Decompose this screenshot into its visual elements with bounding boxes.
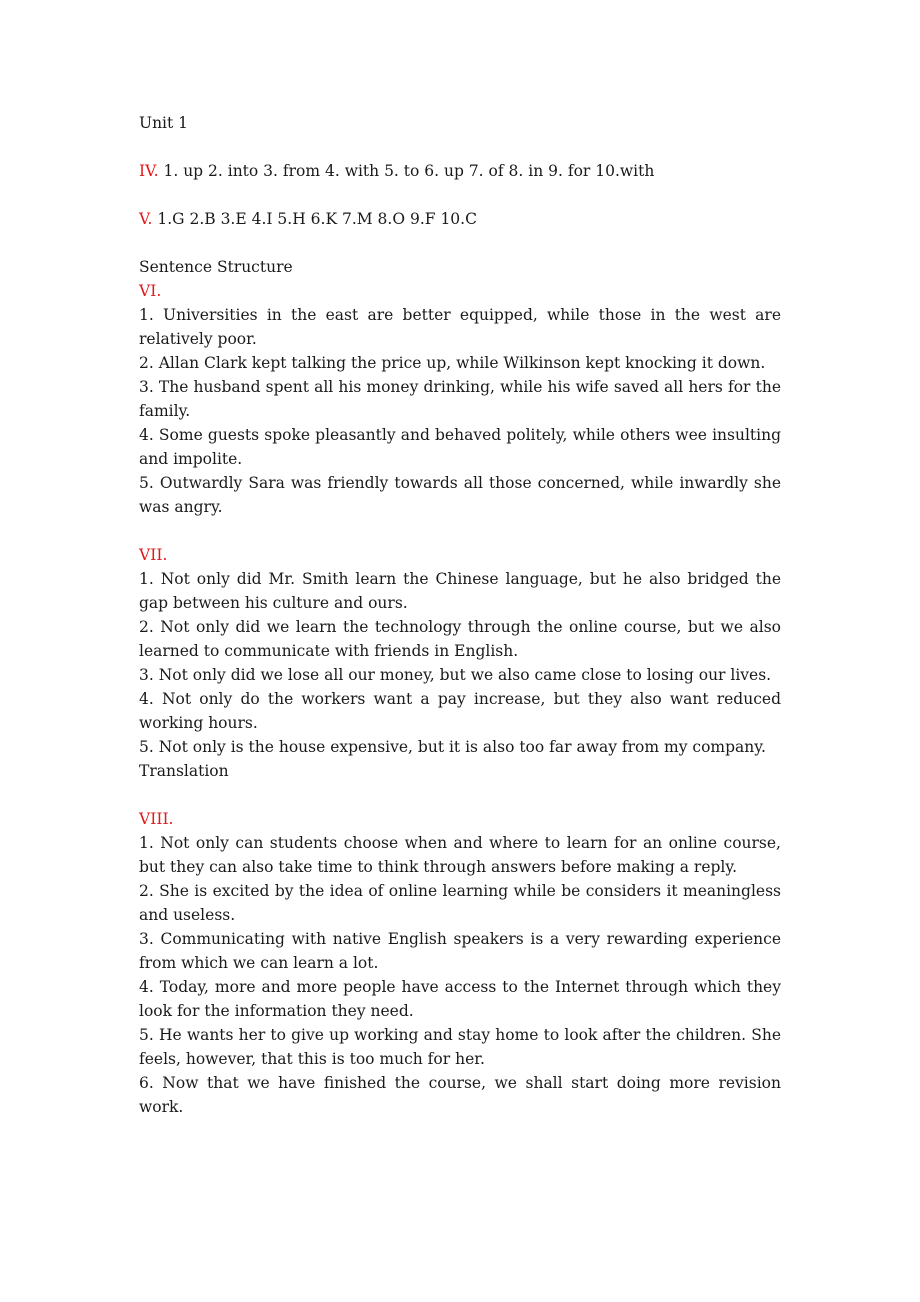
section-iv-label: IV. [139,162,159,180]
section-vii-item: 4. Not only do the workers want a pay increase, but they also want reduced working hours. [139,690,781,732]
section-v-label: V. [139,210,153,228]
section-vii-item: 5. Not only is the house expensive, but it is also too far away from my company. [139,738,766,756]
spacer [139,231,781,255]
section-vi-item: 3. The husband spent all his money drinking, while his wife saved all hers for the family. [139,378,781,420]
document-page [139,111,781,1119]
section-viii-item: 2. She is excited by the idea of online learning while be considers it meaningless and useless. [139,882,781,924]
section-vi-item: 1. Universities in the east are better equipped, while those in the west are relatively poor. [139,306,781,348]
section-vi-item: 2. Allan Clark kept talking the price up, while Wilkinson kept knocking it down. [139,354,766,372]
section-viii-item: 6. Now that we have finished the course, we shall start doing more revision work. [139,1074,781,1116]
section-vi-item: 4. Some guests spoke pleasantly and behaved politely, while others wee insulting and impolite. [139,426,781,468]
sentence-structure-heading: Sentence Structure [139,258,293,276]
spacer [139,183,781,207]
section-vi-item: 5. Outwardly Sara was friendly towards all those concerned, while inwardly she was angry. [139,474,781,516]
section-viii-item: 5. He wants her to give up working and stay home to look after the children. She feels, however, that this is too much for her. [139,1026,781,1068]
spacer [139,783,781,807]
section-viii-item: 1. Not only can students choose when and where to learn for an online course, but they can also take time to think through answers before making a reply. [139,834,781,876]
spacer [139,519,781,543]
section-vii-item: 2. Not only did we learn the technology through the online course, but we also learned to communicate with friends in English. [139,618,781,660]
section-v-answer-text: 1.G 2.B 3.E 4.I 5.H 6.K 7.M 8.O 9.F 10.C [157,210,477,228]
section-viii-item: 4. Today, more and more people have access to the Internet through which they look for the information they need. [139,978,781,1020]
section-viii-label: VIII. [139,810,174,828]
section-iv-answers [139,159,781,183]
unit-title: Unit 1 [139,114,189,132]
section-vi-label: VI. [139,282,162,300]
section-vii-item: 3. Not only did we lose all our money, but we also came close to losing our lives. [139,666,772,684]
translation-heading: Translation [139,762,229,780]
spacer [139,135,781,159]
section-vii-label: VII. [139,546,168,564]
section-viii-item: 3. Communicating with native English speakers is a very rewarding experience from which we can learn a lot. [139,930,781,972]
section-iv-answer-text: 1. up 2. into 3. from 4. with 5. to 6. up 7. of 8. in 9. for 10.with [163,162,655,180]
section-v-answers [139,207,781,231]
section-vii-item: 1. Not only did Mr. Smith learn the Chinese language, but he also bridged the gap between his culture and ours. [139,570,781,612]
